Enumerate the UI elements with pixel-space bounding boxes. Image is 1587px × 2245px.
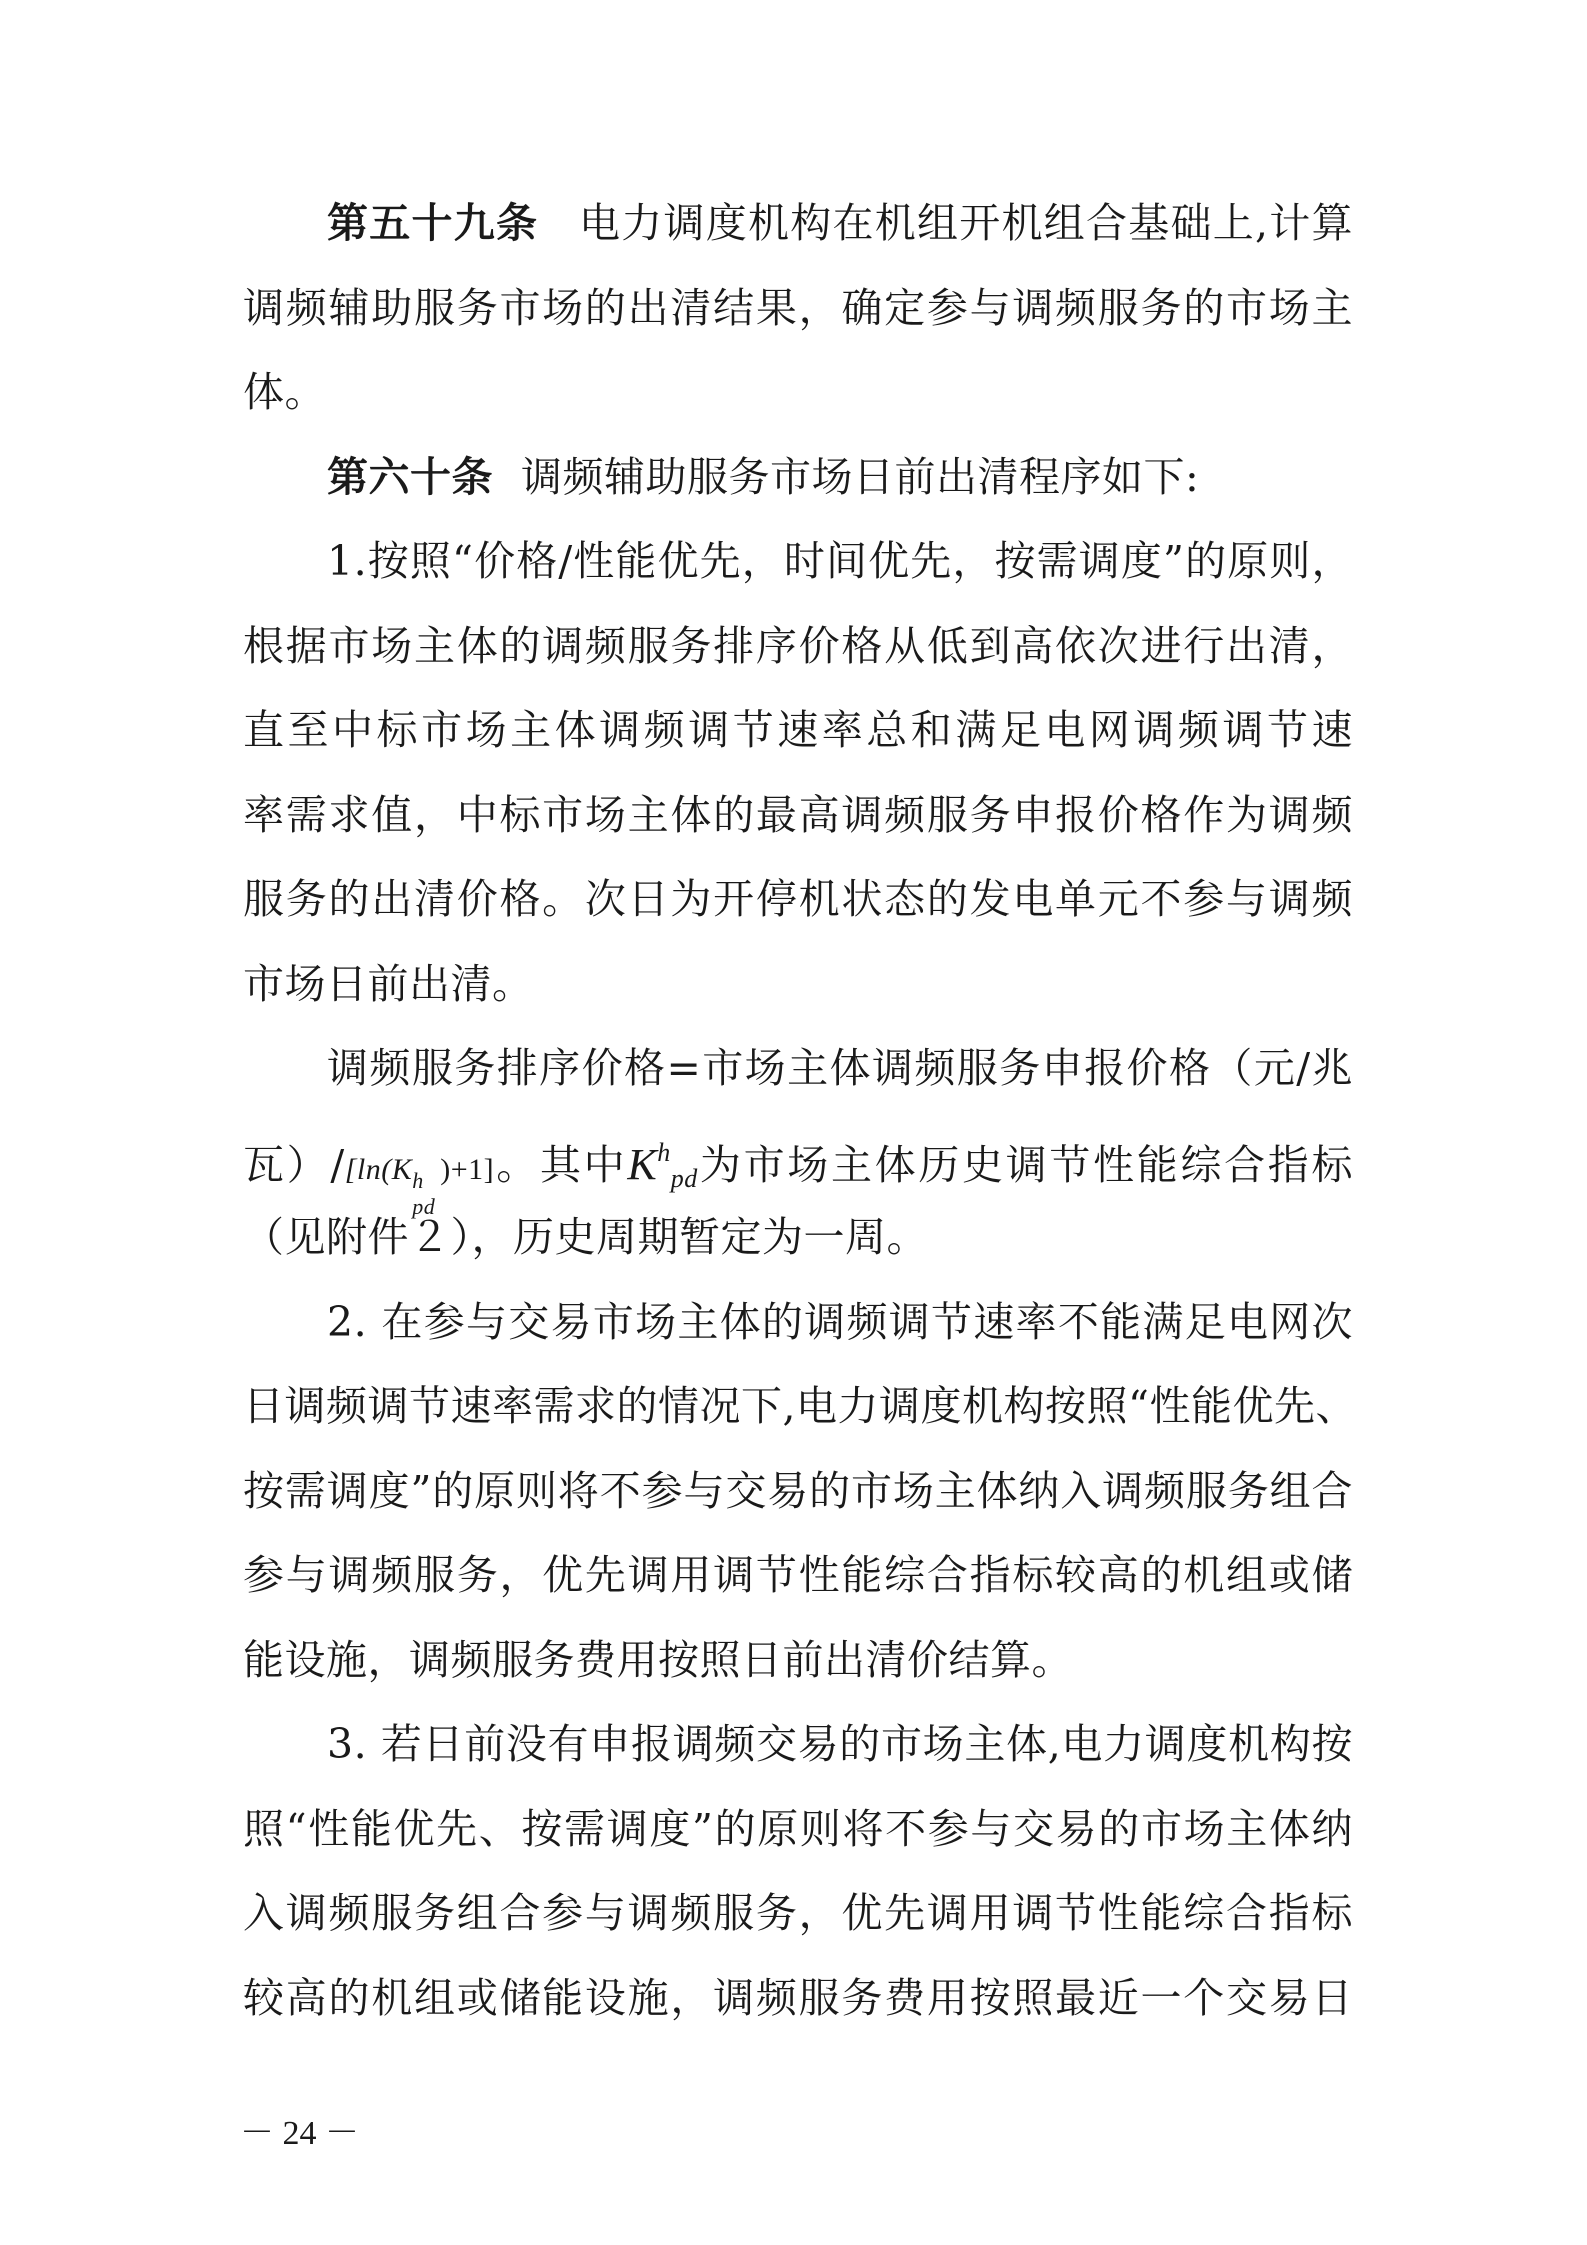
formula-post: )+1] [440, 1153, 495, 1186]
item1-line5: 服务的出清价格。次日为开停机状态的发电单元不参与调频 [243, 875, 1353, 923]
article59-heading: 第五十九条 [327, 199, 539, 247]
item2-line3: 按需调度”的原则将不参与交易的市场主体纳入调频服务组合 [243, 1467, 1353, 1515]
item2-line2: 日调频调节速率需求的情况下,电力调度机构按照“性能优先、 [243, 1382, 1357, 1430]
item1-line2: 根据市场主体的调频服务排序价格从低到高依次进行出清， [243, 622, 1353, 670]
item1-line3: 直至中标市场主体调频调节速率总和满足电网调频调节速 [243, 706, 1353, 754]
article60-intro: 调频辅助服务市场日前出清程序如下: [521, 453, 1200, 501]
article60-heading: 第六十条 [327, 453, 493, 501]
k-sup: h [657, 1138, 671, 1167]
item2-line1: 2. 在参与交易市场主体的调频调节速率不能满足电网次 [327, 1298, 1353, 1346]
article59-line2: 调频辅助服务市场的出清结果，确定参与调频服务的市场主 [243, 284, 1353, 332]
formula-line1: 调频服务排序价格=市场主体调频服务申报价格（元/兆 [327, 1044, 1353, 1092]
item3-line3: 入调频服务组合参与调频服务，优先调用调节性能综合指标 [243, 1889, 1353, 1937]
formula-text-a: 瓦）/ [243, 1141, 345, 1189]
item2-line5: 能设施，调频服务费用按照日前出清价结算。 [243, 1636, 1073, 1684]
item3-line1: 3. 若日前没有申报调频交易的市场主体,电力调度机构按 [327, 1720, 1353, 1768]
formula-text-c: 为市场主体历史调节性能综合指标 [697, 1141, 1353, 1189]
k-sub: pd [670, 1164, 698, 1193]
formula-expression [344, 1153, 495, 1219]
formula-pre: [ln(K [344, 1153, 413, 1186]
formula-sup: h [412, 1168, 424, 1193]
formula-sub: pd [412, 1194, 436, 1219]
formula-text-b: 。其中 [494, 1141, 628, 1189]
article59-text: 电力调度机构在机组开机组合基础上,计算 [578, 199, 1354, 247]
page-number: － 24 － [240, 2115, 359, 2152]
item1-line1: 1.按照“价格/性能优先，时间优先，按需调度”的原则， [327, 537, 1353, 585]
formula-line2 [243, 1127, 1353, 1219]
item2-line4: 参与调频服务，优先调用调节性能综合指标较高的机组或储 [243, 1551, 1353, 1599]
article59-line1 [327, 197, 1353, 249]
item3-line2: 照“性能优先、按需调度”的原则将不参与交易的市场主体纳 [243, 1805, 1353, 1853]
item1-line6: 市场日前出清。 [243, 960, 534, 1008]
item1-line4: 率需求值，中标市场主体的最高调频服务申报价格作为调频 [243, 791, 1353, 839]
article59-line3: 体。 [243, 368, 326, 416]
k-base: K [627, 1140, 658, 1189]
article60-line1 [327, 451, 1353, 503]
formula-line3: （见附件２），历史周期暂定为一周。 [243, 1213, 928, 1261]
k-symbol [627, 1138, 698, 1193]
item3-line4: 较高的机组或储能设施，调频服务费用按照最近一个交易日 [243, 1974, 1353, 2022]
